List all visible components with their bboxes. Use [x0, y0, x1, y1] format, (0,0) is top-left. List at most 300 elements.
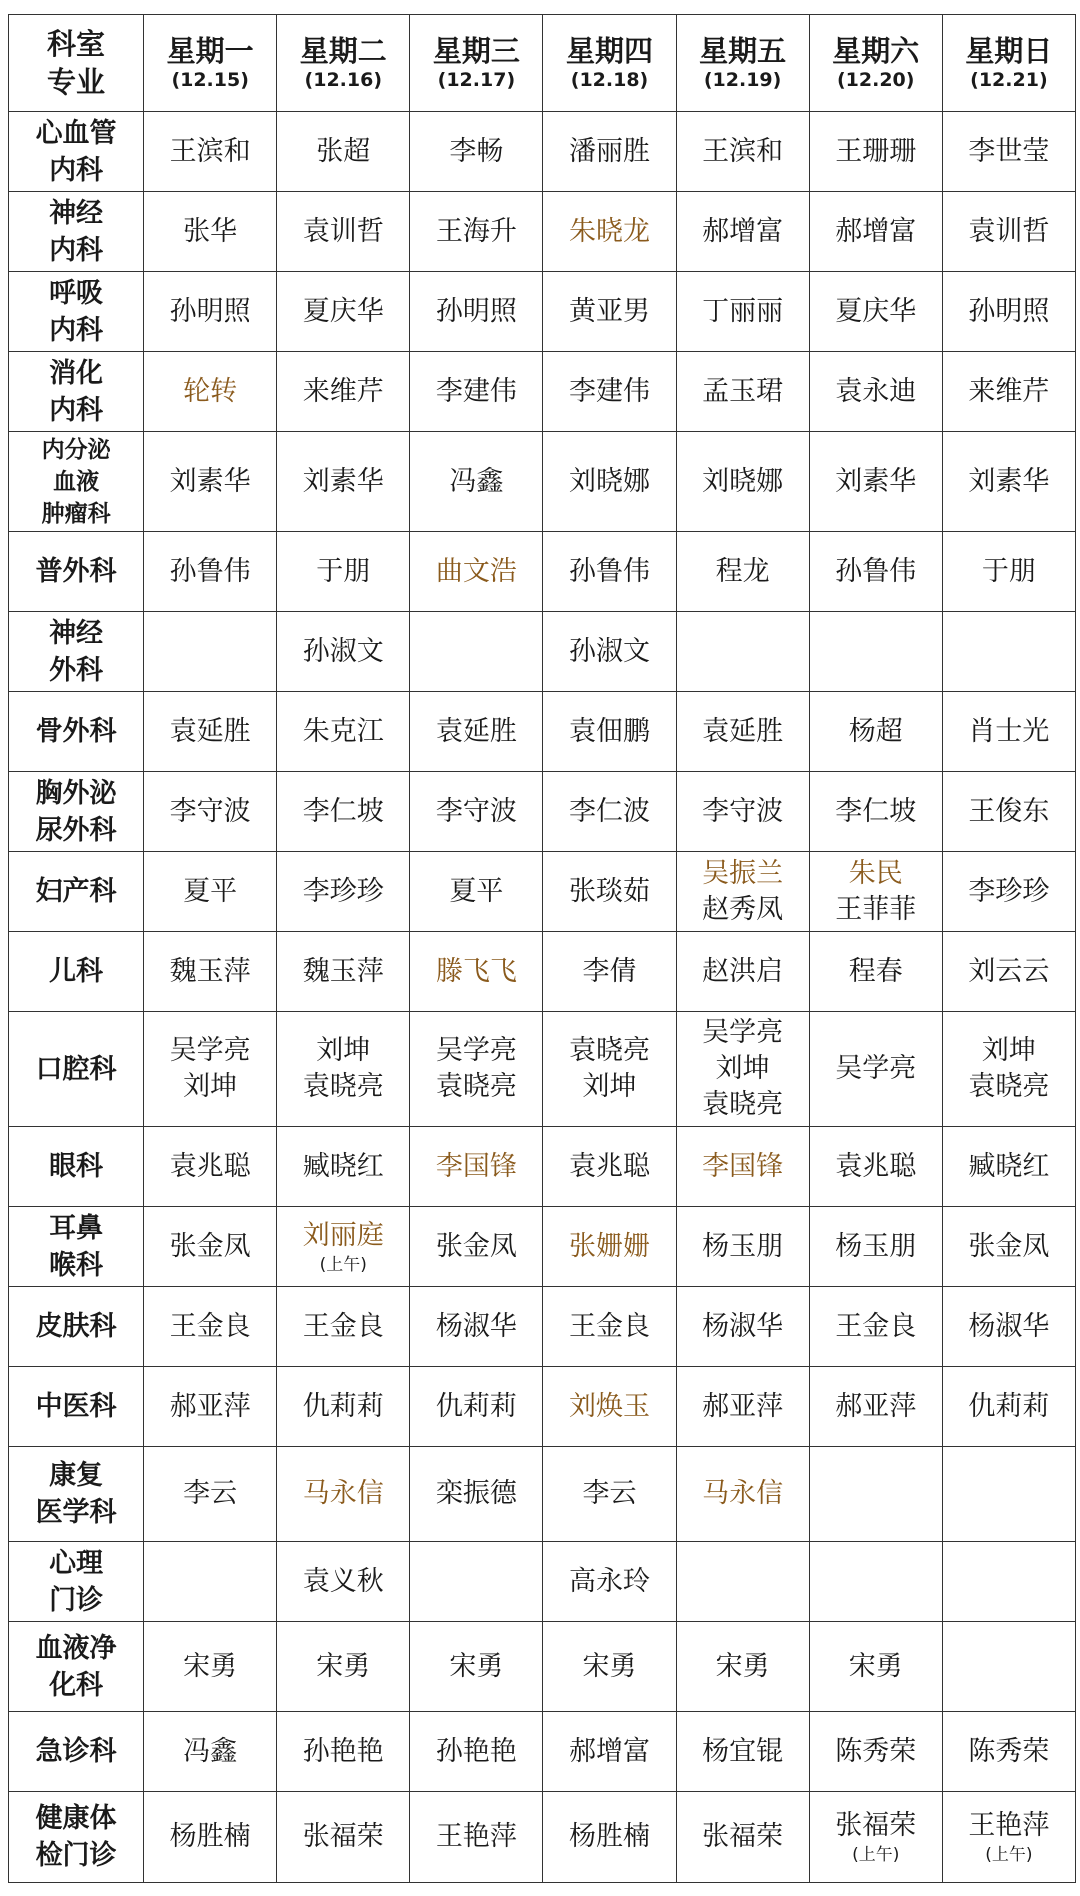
doctor-cell — [410, 1012, 543, 1127]
doctor-cell — [277, 772, 410, 852]
doctor-cell — [809, 1207, 942, 1287]
doctor-name: 孟玉珺 — [702, 375, 784, 407]
doctor-name: 李建伟 — [435, 375, 517, 407]
dept-cell — [9, 932, 144, 1012]
doctor-cell — [543, 1287, 676, 1367]
doctor-cell — [543, 772, 676, 852]
doctor-cell — [809, 432, 942, 532]
doctor-cell — [809, 1447, 942, 1542]
dept-cell — [9, 772, 144, 852]
doctor-name: 李珍珍 — [968, 875, 1050, 907]
day-date: (12.17) — [437, 69, 516, 91]
doctor-cell — [809, 1542, 942, 1622]
doctor-cell — [277, 1367, 410, 1447]
doctor-name: 朱克江 — [302, 715, 384, 747]
doctor-name: 刘坤 — [715, 1053, 770, 1084]
doctor-name: 夏平 — [183, 875, 238, 907]
doctor-name: 朱民 — [848, 857, 903, 889]
doctor-cell — [676, 272, 809, 352]
doctor-cell — [144, 352, 277, 432]
doctor-cell — [543, 1127, 676, 1207]
day-date: (12.18) — [570, 69, 649, 91]
doctor-cell — [277, 192, 410, 272]
doctor-name: 杨淑华 — [435, 1310, 517, 1342]
doctor-cell — [676, 1207, 809, 1287]
doctor-name: 杨宜锟 — [702, 1735, 784, 1767]
doctor-name: 张金凤 — [968, 1230, 1050, 1262]
doctor-cell — [144, 192, 277, 272]
doctor-name: 郝亚萍 — [169, 1390, 251, 1422]
doctor-name: 李仁坡 — [302, 795, 384, 827]
doctor-cell — [942, 612, 1075, 692]
doctor-name: 李仁波 — [569, 795, 650, 827]
doctor-cell — [809, 1012, 942, 1127]
doctor-cell — [676, 852, 809, 932]
doctor-name: 夏庆华 — [302, 295, 384, 327]
doctor-name: 孙艳艳 — [302, 1735, 384, 1767]
doctor-cell — [410, 352, 543, 432]
doctor-name: 李守波 — [169, 795, 251, 827]
doctor-name: 王滨和 — [169, 135, 251, 167]
doctor-name: 杨超 — [848, 715, 903, 747]
doctor-cell — [144, 272, 277, 352]
doctor-cell — [144, 432, 277, 532]
time-note: (上午) — [852, 1845, 900, 1865]
doctor-cell — [144, 1012, 277, 1127]
doctor-name: 袁永迪 — [835, 375, 917, 407]
doctor-name: 来维芹 — [968, 375, 1050, 407]
dept-label: 眼科 — [49, 1151, 104, 1182]
doctor-cell — [676, 1127, 809, 1207]
doctor-name: 王珊珊 — [835, 135, 917, 167]
doctor-name: 袁延胜 — [435, 715, 517, 747]
doctor-cell — [942, 932, 1075, 1012]
doctor-cell — [676, 1287, 809, 1367]
doctor-cell — [543, 852, 676, 932]
doctor-name: 于朋 — [981, 555, 1036, 587]
doctor-cell — [277, 1712, 410, 1792]
dept-cell — [9, 352, 144, 432]
doctor-cell — [410, 192, 543, 272]
doctor-name: 刘素华 — [169, 465, 251, 497]
dept-cell — [9, 532, 144, 612]
doctor-cell — [144, 1792, 277, 1883]
doctor-cell — [543, 692, 676, 772]
doctor-name: 陈秀荣 — [968, 1735, 1050, 1767]
doctor-cell — [676, 1712, 809, 1792]
doctor-name: 张金凤 — [169, 1230, 251, 1262]
dept-cell — [9, 1622, 144, 1712]
schedule-row — [9, 772, 1076, 852]
doctor-name: 刘坤 — [183, 1071, 238, 1102]
day-name: 星期二 — [299, 34, 387, 68]
doctor-cell — [942, 692, 1075, 772]
dept-label: 耳鼻 — [49, 1212, 104, 1244]
doctor-cell — [410, 1447, 543, 1542]
dept-label: 骨外科 — [35, 716, 117, 747]
dept-cell — [9, 1712, 144, 1792]
doctor-cell — [676, 1792, 809, 1883]
dept-label: 儿科 — [49, 956, 104, 987]
doctor-cell — [277, 432, 410, 532]
doctor-cell — [942, 112, 1075, 192]
doctor-name: 王海升 — [435, 215, 517, 247]
schedule-row — [9, 932, 1076, 1012]
doctor-cell — [809, 192, 942, 272]
doctor-name: 李仁坡 — [835, 795, 917, 827]
doctor-cell — [809, 852, 942, 932]
dept-label: 神经 — [49, 197, 104, 229]
doctor-name: 陈秀荣 — [835, 1735, 917, 1767]
schedule-row — [9, 1207, 1076, 1287]
doctor-name: 臧晓红 — [968, 1150, 1050, 1182]
doctor-cell — [144, 1712, 277, 1792]
doctor-name: 臧晓红 — [302, 1150, 384, 1182]
doctor-name: 杨胜楠 — [169, 1821, 251, 1852]
schedule-row — [9, 1792, 1076, 1883]
doctor-cell — [410, 852, 543, 932]
doctor-name: 李珍珍 — [302, 875, 384, 907]
doctor-name: 杨胜楠 — [569, 1821, 650, 1852]
doctor-cell — [144, 1207, 277, 1287]
doctor-cell — [144, 692, 277, 772]
doctor-name: 袁延胜 — [169, 715, 251, 747]
dept-label: 内科 — [49, 394, 104, 426]
doctor-name: 孙淑文 — [302, 635, 384, 667]
schedule-row — [9, 272, 1076, 352]
day-name: 星期三 — [432, 34, 520, 68]
day-date: (12.20) — [836, 69, 915, 91]
header-day-fri — [676, 15, 809, 112]
schedule-row — [9, 112, 1076, 192]
doctor-name: 王俊东 — [968, 795, 1050, 827]
dept-label: 医学科 — [35, 1497, 117, 1528]
dept-label: 神经 — [49, 617, 104, 649]
doctor-name: 于朋 — [316, 555, 371, 587]
doctor-name: 王菲菲 — [835, 893, 917, 925]
dept-cell — [9, 1207, 144, 1287]
duty-schedule-table — [8, 14, 1076, 1883]
doctor-name: 张超 — [316, 135, 371, 167]
dept-label: 内科 — [49, 314, 104, 346]
doctor-name: 吴振兰 — [702, 857, 784, 889]
doctor-name: 李世莹 — [968, 135, 1050, 167]
doctor-cell — [809, 1712, 942, 1792]
doctor-name: 李云 — [582, 1478, 637, 1509]
schedule-row — [9, 432, 1076, 532]
doctor-name: 刘坤 — [981, 1035, 1036, 1066]
doctor-cell — [676, 192, 809, 272]
doctor-cell — [144, 1622, 277, 1712]
doctor-cell — [144, 1367, 277, 1447]
doctor-cell — [809, 1367, 942, 1447]
doctor-name: 吴学亮 — [169, 1035, 251, 1066]
doctor-cell — [543, 1207, 676, 1287]
doctor-cell — [277, 1012, 410, 1127]
doctor-name: 仇莉莉 — [968, 1390, 1050, 1422]
doctor-name: 赵秀凤 — [702, 893, 784, 925]
doctor-name: 魏玉萍 — [169, 955, 251, 987]
doctor-cell — [942, 532, 1075, 612]
dept-cell — [9, 1542, 144, 1622]
doctor-cell — [809, 1622, 942, 1712]
doctor-cell — [543, 1012, 676, 1127]
doctor-cell — [277, 692, 410, 772]
doctor-name: 滕飞飞 — [435, 955, 517, 987]
doctor-name: 吴学亮 — [835, 1053, 917, 1084]
doctor-cell — [676, 1367, 809, 1447]
doctor-cell — [809, 1792, 942, 1883]
doctor-name: 魏玉萍 — [302, 955, 384, 987]
doctor-name: 冯鑫 — [449, 465, 504, 497]
doctor-cell — [543, 612, 676, 692]
doctor-cell — [410, 692, 543, 772]
doctor-cell — [277, 1127, 410, 1207]
header-day-wed — [410, 15, 543, 112]
day-date: (12.19) — [703, 69, 782, 91]
header-major-label: 专业 — [47, 65, 106, 99]
doctor-cell — [676, 1542, 809, 1622]
doctor-cell — [942, 192, 1075, 272]
doctor-name: 王艳萍 — [968, 1810, 1050, 1841]
doctor-cell — [942, 1012, 1075, 1127]
dept-cell — [9, 612, 144, 692]
doctor-name: 刘坤 — [316, 1035, 371, 1066]
doctor-name: 袁义秋 — [302, 1565, 384, 1597]
doctor-cell — [543, 192, 676, 272]
doctor-name: 杨玉朋 — [702, 1230, 784, 1262]
doctor-cell — [144, 112, 277, 192]
doctor-name: 吴学亮 — [435, 1035, 517, 1066]
doctor-cell — [144, 1127, 277, 1207]
dept-cell — [9, 1792, 144, 1883]
doctor-name: 刘坤 — [582, 1071, 637, 1102]
dept-label: 心理 — [49, 1547, 104, 1579]
schedule-row — [9, 1712, 1076, 1792]
dept-label: 普外科 — [35, 556, 117, 587]
doctor-cell — [809, 352, 942, 432]
doctor-cell — [410, 1792, 543, 1883]
doctor-name: 高永玲 — [569, 1565, 650, 1597]
dept-label: 胸外泌 — [35, 777, 117, 809]
doctor-cell — [410, 112, 543, 192]
dept-cell — [9, 1367, 144, 1447]
doctor-cell — [942, 1287, 1075, 1367]
schedule-row — [9, 1127, 1076, 1207]
dept-cell — [9, 272, 144, 352]
doctor-name: 王金良 — [302, 1310, 384, 1342]
schedule-row — [9, 1542, 1076, 1622]
doctor-name: 郝增富 — [702, 215, 784, 247]
doctor-name: 赵洪启 — [702, 955, 784, 987]
doctor-cell — [676, 612, 809, 692]
doctor-cell — [144, 532, 277, 612]
schedule-row — [9, 192, 1076, 272]
doctor-name: 王金良 — [835, 1310, 917, 1342]
doctor-name: 张福荣 — [702, 1821, 784, 1852]
doctor-name: 宋勇 — [316, 1650, 371, 1682]
doctor-cell — [543, 1792, 676, 1883]
header-dept-label: 科室 — [47, 27, 106, 61]
doctor-cell — [144, 612, 277, 692]
doctor-name: 轮转 — [183, 375, 238, 407]
doctor-name: 袁兆聪 — [835, 1150, 917, 1182]
dept-label: 口腔科 — [35, 1053, 117, 1085]
doctor-name: 潘丽胜 — [569, 135, 650, 167]
doctor-cell — [543, 532, 676, 612]
doctor-name: 李守波 — [435, 795, 517, 827]
schedule-row — [9, 1012, 1076, 1127]
doctor-name: 袁佃鹏 — [569, 715, 650, 747]
doctor-cell — [144, 852, 277, 932]
doctor-name: 袁延胜 — [702, 715, 784, 747]
day-name: 星期一 — [166, 34, 254, 68]
doctor-name: 程龙 — [715, 555, 770, 587]
dept-cell — [9, 1447, 144, 1542]
doctor-name: 刘云云 — [968, 955, 1050, 987]
doctor-cell — [942, 272, 1075, 352]
doctor-name: 杨淑华 — [968, 1310, 1050, 1342]
doctor-cell — [942, 1127, 1075, 1207]
doctor-cell — [543, 352, 676, 432]
doctor-cell — [809, 772, 942, 852]
doctor-name: 李云 — [183, 1478, 238, 1509]
schedule-row — [9, 692, 1076, 772]
doctor-name: 袁兆聪 — [169, 1150, 251, 1182]
doctor-cell — [410, 1367, 543, 1447]
doctor-name: 张金凤 — [435, 1230, 517, 1262]
doctor-name: 李倩 — [582, 955, 637, 987]
doctor-cell — [410, 1542, 543, 1622]
doctor-cell — [543, 272, 676, 352]
doctor-name: 张华 — [183, 215, 238, 247]
doctor-name: 杨淑华 — [702, 1310, 784, 1342]
doctor-cell — [144, 932, 277, 1012]
schedule-body — [9, 112, 1076, 1883]
header-day-sat — [809, 15, 942, 112]
doctor-name: 袁晓亮 — [435, 1071, 517, 1102]
doctor-cell — [676, 1012, 809, 1127]
doctor-name: 宋勇 — [449, 1650, 504, 1682]
doctor-name: 宋勇 — [848, 1650, 903, 1682]
schedule-row — [9, 352, 1076, 432]
doctor-cell — [676, 352, 809, 432]
doctor-name: 曲文浩 — [435, 555, 517, 587]
schedule-row — [9, 532, 1076, 612]
dept-label: 康复 — [49, 1460, 104, 1491]
dept-label: 内科 — [49, 154, 104, 186]
header-day-sun — [942, 15, 1075, 112]
doctor-cell — [410, 772, 543, 852]
time-note: (上午) — [319, 1254, 367, 1275]
doctor-cell — [277, 1542, 410, 1622]
doctor-cell — [809, 1287, 942, 1367]
doctor-cell — [410, 612, 543, 692]
doctor-name: 栾振德 — [435, 1478, 517, 1509]
dept-cell — [9, 1127, 144, 1207]
dept-label: 血液 — [53, 468, 100, 495]
doctor-name: 袁晓亮 — [569, 1035, 650, 1066]
day-name: 星期四 — [566, 34, 654, 68]
doctor-cell — [410, 1207, 543, 1287]
doctor-name: 李守波 — [702, 795, 784, 827]
doctor-cell — [410, 432, 543, 532]
doctor-cell — [410, 1287, 543, 1367]
doctor-cell — [410, 532, 543, 612]
dept-label: 急诊科 — [35, 1736, 117, 1767]
doctor-cell — [942, 1447, 1075, 1542]
doctor-name: 刘晓娜 — [702, 465, 784, 497]
doctor-cell — [676, 1622, 809, 1712]
doctor-name: 程春 — [848, 955, 903, 987]
doctor-cell — [942, 1622, 1075, 1712]
doctor-cell — [942, 1712, 1075, 1792]
doctor-cell — [676, 432, 809, 532]
doctor-name: 朱晓龙 — [569, 215, 650, 247]
doctor-cell — [942, 1367, 1075, 1447]
doctor-cell — [809, 1127, 942, 1207]
dept-label: 尿外科 — [35, 814, 117, 846]
doctor-name: 孙淑文 — [569, 635, 650, 667]
doctor-name: 张福荣 — [835, 1810, 917, 1841]
doctor-cell — [809, 532, 942, 612]
header-dept-cell — [9, 15, 144, 112]
doctor-cell — [144, 772, 277, 852]
doctor-name: 孙鲁伟 — [835, 555, 917, 587]
doctor-cell — [543, 1542, 676, 1622]
doctor-cell — [942, 1792, 1075, 1883]
doctor-cell — [144, 1447, 277, 1542]
doctor-name: 王滨和 — [702, 135, 784, 167]
doctor-cell — [676, 692, 809, 772]
doctor-cell — [277, 1792, 410, 1883]
doctor-cell — [942, 772, 1075, 852]
schedule-row — [9, 1287, 1076, 1367]
doctor-name: 袁训哲 — [968, 215, 1050, 247]
dept-cell — [9, 692, 144, 772]
doctor-cell — [676, 772, 809, 852]
doctor-cell — [410, 1127, 543, 1207]
dept-label: 门诊 — [49, 1584, 104, 1616]
header-day-mon — [144, 15, 277, 112]
doctor-name: 袁晓亮 — [302, 1071, 384, 1102]
doctor-cell — [277, 612, 410, 692]
doctor-name: 王艳萍 — [435, 1821, 517, 1852]
doctor-name: 孙明照 — [435, 295, 517, 327]
doctor-name: 刘焕玉 — [569, 1390, 650, 1422]
doctor-cell — [942, 1207, 1075, 1287]
schedule-row — [9, 1447, 1076, 1542]
schedule-row — [9, 852, 1076, 932]
doctor-cell — [410, 1712, 543, 1792]
dept-label: 健康体 — [35, 1803, 117, 1834]
doctor-cell — [277, 272, 410, 352]
doctor-cell — [144, 1542, 277, 1622]
doctor-cell — [809, 692, 942, 772]
doctor-name: 马永信 — [702, 1478, 784, 1509]
dept-label: 呼吸 — [49, 277, 104, 309]
doctor-name: 仇莉莉 — [435, 1390, 517, 1422]
schedule-row — [9, 1367, 1076, 1447]
day-date: (12.15) — [171, 69, 249, 91]
doctor-cell — [942, 852, 1075, 932]
doctor-name: 夏庆华 — [835, 295, 917, 327]
doctor-cell — [410, 272, 543, 352]
dept-label: 外科 — [49, 654, 104, 686]
dept-label: 肿瘤科 — [41, 500, 111, 527]
doctor-name: 袁训哲 — [302, 215, 384, 247]
dept-label: 内分泌 — [41, 436, 111, 463]
